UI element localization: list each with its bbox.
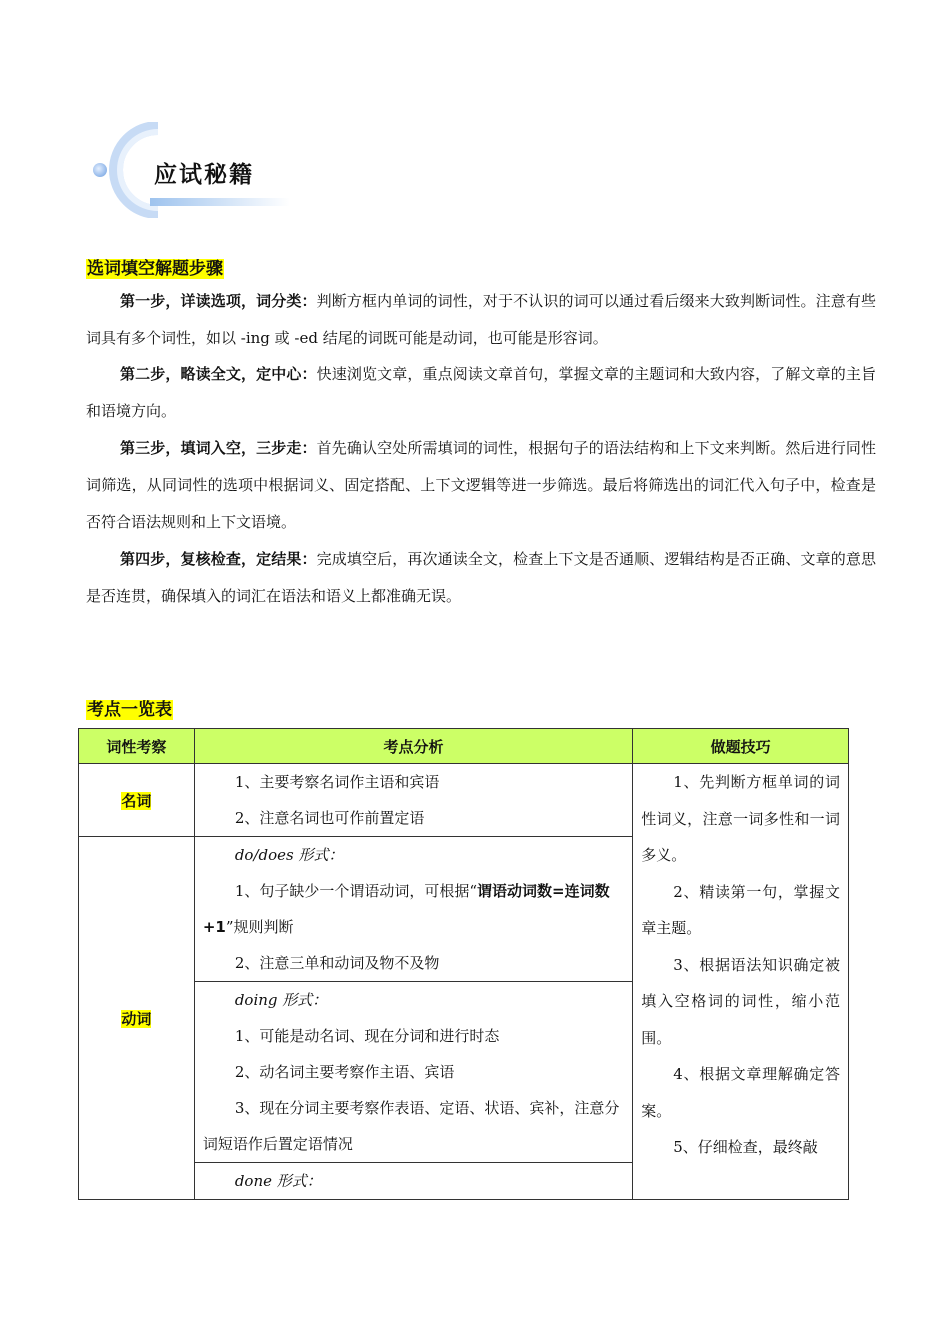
analysis-cell-do-form (194, 837, 632, 982)
table-header-row (79, 729, 849, 764)
analysis-point: 2、注意三单和动词及物不及物 (234, 954, 440, 972)
analysis-text: ”规则判断 (225, 918, 294, 936)
verb-form-label: doing 形式： (234, 991, 328, 1009)
analysis-cell-noun (194, 764, 632, 837)
analysis-point: 3、现在分词主要考察作表语、定语、状语、宾补，注意分词短语作后置定语情况 (202, 1099, 620, 1153)
analysis-point (203, 873, 624, 945)
table-row-noun (79, 764, 849, 837)
tip-item: 4、根据文章理解确定答案。 (641, 1065, 840, 1120)
analysis-point: 2、注意名词也可作前置定语 (234, 809, 425, 827)
banner-title: 应试秘籍 (154, 162, 254, 188)
step-1-label: 第一步，详读选项，词分类： (120, 292, 317, 310)
header-cell: 考点分析 (194, 729, 632, 764)
step-3-label: 第三步，填词入空，三步走： (120, 439, 317, 457)
step-3-paragraph (86, 430, 876, 541)
rule-text: 谓语动词数=连词数+1 (202, 882, 610, 936)
category-cell-noun (79, 764, 195, 837)
analysis-text: 1、句子缺少一个谓语动词，可根据“ (234, 882, 478, 900)
steps-heading-text: 选词填空解题步骤 (87, 259, 223, 279)
tip-item: 5、仔细检查，最终敲 (673, 1138, 818, 1156)
verb-form-label: done 形式： (234, 1172, 322, 1190)
step-1-text: 判断方框内单词的词性，对于不认识的词可以通过看后缀来大致判断词性。注意有些词具有多个词性，如以 -ing 或 -ed 结尾的词既可能是动词，也可能是形容词。 (86, 292, 876, 347)
step-4-text: 完成填空后，再次通读全文，检查上下文是否通顺、逻辑结构是否正确、文章的意思是否连贯，确保填入的词汇在语法和语义上都准确无误。 (86, 550, 876, 605)
analysis-point: 1、可能是动名词、现在分词和进行时态 (234, 1027, 500, 1045)
analysis-point: 1、主要考察名词作主语和宾语 (234, 773, 440, 791)
step-3-text: 首先确认空处所需填词的词性，根据句子的语法结构和上下文来判断。然后进行同性词筛选，从同词性的选项中根据词义、固定搭配、上下文逻辑等进一步筛选。最后将筛选出的词汇代入句子中，检查是否符合语法规则和上下文语境。 (86, 439, 876, 531)
tips-cell (633, 764, 849, 1200)
steps-heading (86, 254, 224, 279)
step-2-label: 第二步，略读全文，定中心： (120, 365, 317, 383)
analysis-point: 2、动名词主要考察作主语、宾语 (234, 1063, 455, 1081)
category-label: 动词 (121, 1009, 152, 1028)
exam-points-table (78, 728, 849, 1200)
analysis-cell-doing-form (194, 982, 632, 1163)
tip-item: 3、根据语法知识确定被填入空格词的词性，缩小范围。 (641, 955, 840, 1047)
overview-heading (86, 695, 173, 720)
section-banner (88, 122, 298, 218)
step-1-paragraph (86, 283, 876, 357)
step-4-paragraph (86, 541, 876, 615)
step-2-paragraph (86, 356, 876, 430)
analysis-cell-done-form (194, 1163, 632, 1200)
overview-heading-text: 考点一览表 (87, 700, 172, 720)
tip-item: 1、先判断方框单词的词性词义，注意一词多性和一词多义。 (641, 773, 840, 864)
verb-form-label: do/does 形式： (234, 846, 344, 864)
header-cell: 做题技巧 (633, 729, 849, 764)
category-label: 名词 (121, 791, 152, 810)
tip-item: 2、精读第一句，掌握文章主题。 (641, 882, 840, 937)
header-cell: 词性考察 (79, 729, 195, 764)
category-cell-verb (79, 837, 195, 1200)
step-2-text: 快速浏览文章，重点阅读文章首句，掌握文章的主题词和大致内容，了解文章的主旨和语境方向。 (86, 365, 876, 420)
step-4-label: 第四步，复核检查，定结果： (120, 550, 317, 568)
